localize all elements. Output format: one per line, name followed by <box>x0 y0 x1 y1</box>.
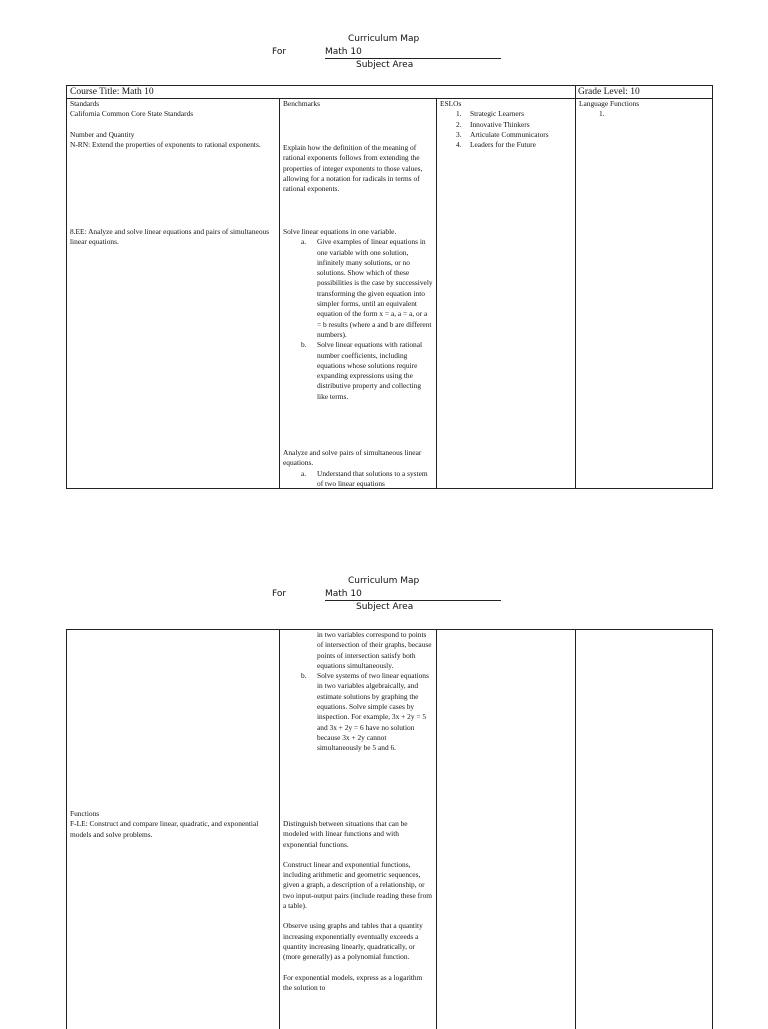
curriculum-table-2 <box>66 629 713 1029</box>
language-function-item: 1. <box>599 109 605 119</box>
eslo-item: 4. Leaders for the Future <box>456 140 536 150</box>
subject-area-label: Subject Area <box>356 602 414 612</box>
benchmark-group <box>283 448 433 489</box>
standards-header: Standards <box>70 99 100 108</box>
grade-level: Grade Level: 10 <box>578 87 640 97</box>
language-functions-column <box>579 99 711 120</box>
benchmark-text: Construct linear and exponential functions, including arithmetic and geometric sequences, given a graph, a description of a relationship, or two input-output pairs (include reading these from a table). <box>283 859 433 911</box>
language-functions-header: Language Functions <box>579 99 640 108</box>
benchmark-group <box>283 630 433 754</box>
benchmark-subitem: a. Give examples of linear equations in one variable with one solution, infinitely many solutions, or no solutions. Show which of these possibilities is the case by successively transforming the given equation into simpler forms, until an equivalent equation of the form x = a, a = a, or a = b results (where a and b are different numbers). <box>301 237 433 339</box>
benchmark-continued: in two variables correspond to points of intersection of their graphs, because points of intersection satisfy both equations simultaneously. <box>317 630 432 670</box>
for-label: For <box>272 589 287 599</box>
benchmark-group <box>283 819 433 993</box>
course-title: Course Title: Math 10 <box>70 87 154 97</box>
benchmark-text: Observe using graphs and tables that a quantity increasing exponentially eventually exceeds a quantity increasing linearly, quadratically, or (more generally) as a polynomial function. <box>283 921 423 962</box>
benchmark-subitem: b. Solve linear equations with rational number coefficients, including equations whose solutions require expanding expressions using the distributive property and collecting like terms. <box>301 340 423 401</box>
subject-area-label: Subject Area <box>356 60 414 70</box>
subject-name: Math 10 <box>325 589 501 601</box>
benchmarks-header: Benchmarks <box>283 99 320 108</box>
standard-text: 8.EE: Analyze and solve linear equations and pairs of simultaneous linear equations. <box>70 227 270 247</box>
standard-text: F-LE: Construct and compare linear, quadratic, and exponential models and solve problems. <box>70 819 259 839</box>
benchmark-text: Distinguish between situations that can be modeled with linear functions and with exponential functions. <box>283 819 408 849</box>
standard-text: N-RN: Extend the properties of exponents to rational exponents. <box>70 139 261 149</box>
standards-functions <box>70 809 276 840</box>
benchmark-intro: Solve linear equations in one variable. <box>283 227 397 236</box>
subject-name: Math 10 <box>325 47 501 59</box>
eslo-item: 1. Strategic Learners <box>456 109 524 119</box>
standards-column <box>70 99 276 150</box>
benchmark-text: Explain how the definition of the meaning of rational exponents follows from extending the properties of integer exponents to those values, allowing for a notation for radicals in terms of rational exponents. <box>283 143 423 194</box>
page-title: Curriculum Map <box>348 576 420 586</box>
standard-domain: Number and Quantity <box>70 129 135 139</box>
eslo-item: 3. Articulate Communicators <box>456 129 549 139</box>
eslos-header: ESLOs <box>440 99 462 108</box>
benchmark-text: For exponential models, express as a logarithm the solution to <box>283 972 423 992</box>
eslo-item: 2. Innovative Thinkers <box>456 119 530 129</box>
benchmark-subitem: b. Solve systems of two linear equations in two variables algebraically, and estimate solutions by graphing the equations. Solve simple cases by inspection. For example, 3x + 2y = 5 and 3x + 2y = 6 have no solution because 3x + 2y cannot simultaneously be 5 and 6. <box>301 671 429 753</box>
eslos-column <box>440 99 574 150</box>
curriculum-table-1 <box>66 85 713 489</box>
page-title: Curriculum Map <box>348 34 420 44</box>
for-label: For <box>272 47 287 57</box>
benchmark-subitem: a. Understand that solutions to a system of two linear equations <box>301 468 428 488</box>
benchmark-group <box>283 227 433 402</box>
standards-source: California Common Core State Standards <box>70 109 194 119</box>
standard-domain: Functions <box>70 809 100 818</box>
benchmark-intro: Analyze and solve pairs of simultaneous linear equations. <box>283 448 422 468</box>
